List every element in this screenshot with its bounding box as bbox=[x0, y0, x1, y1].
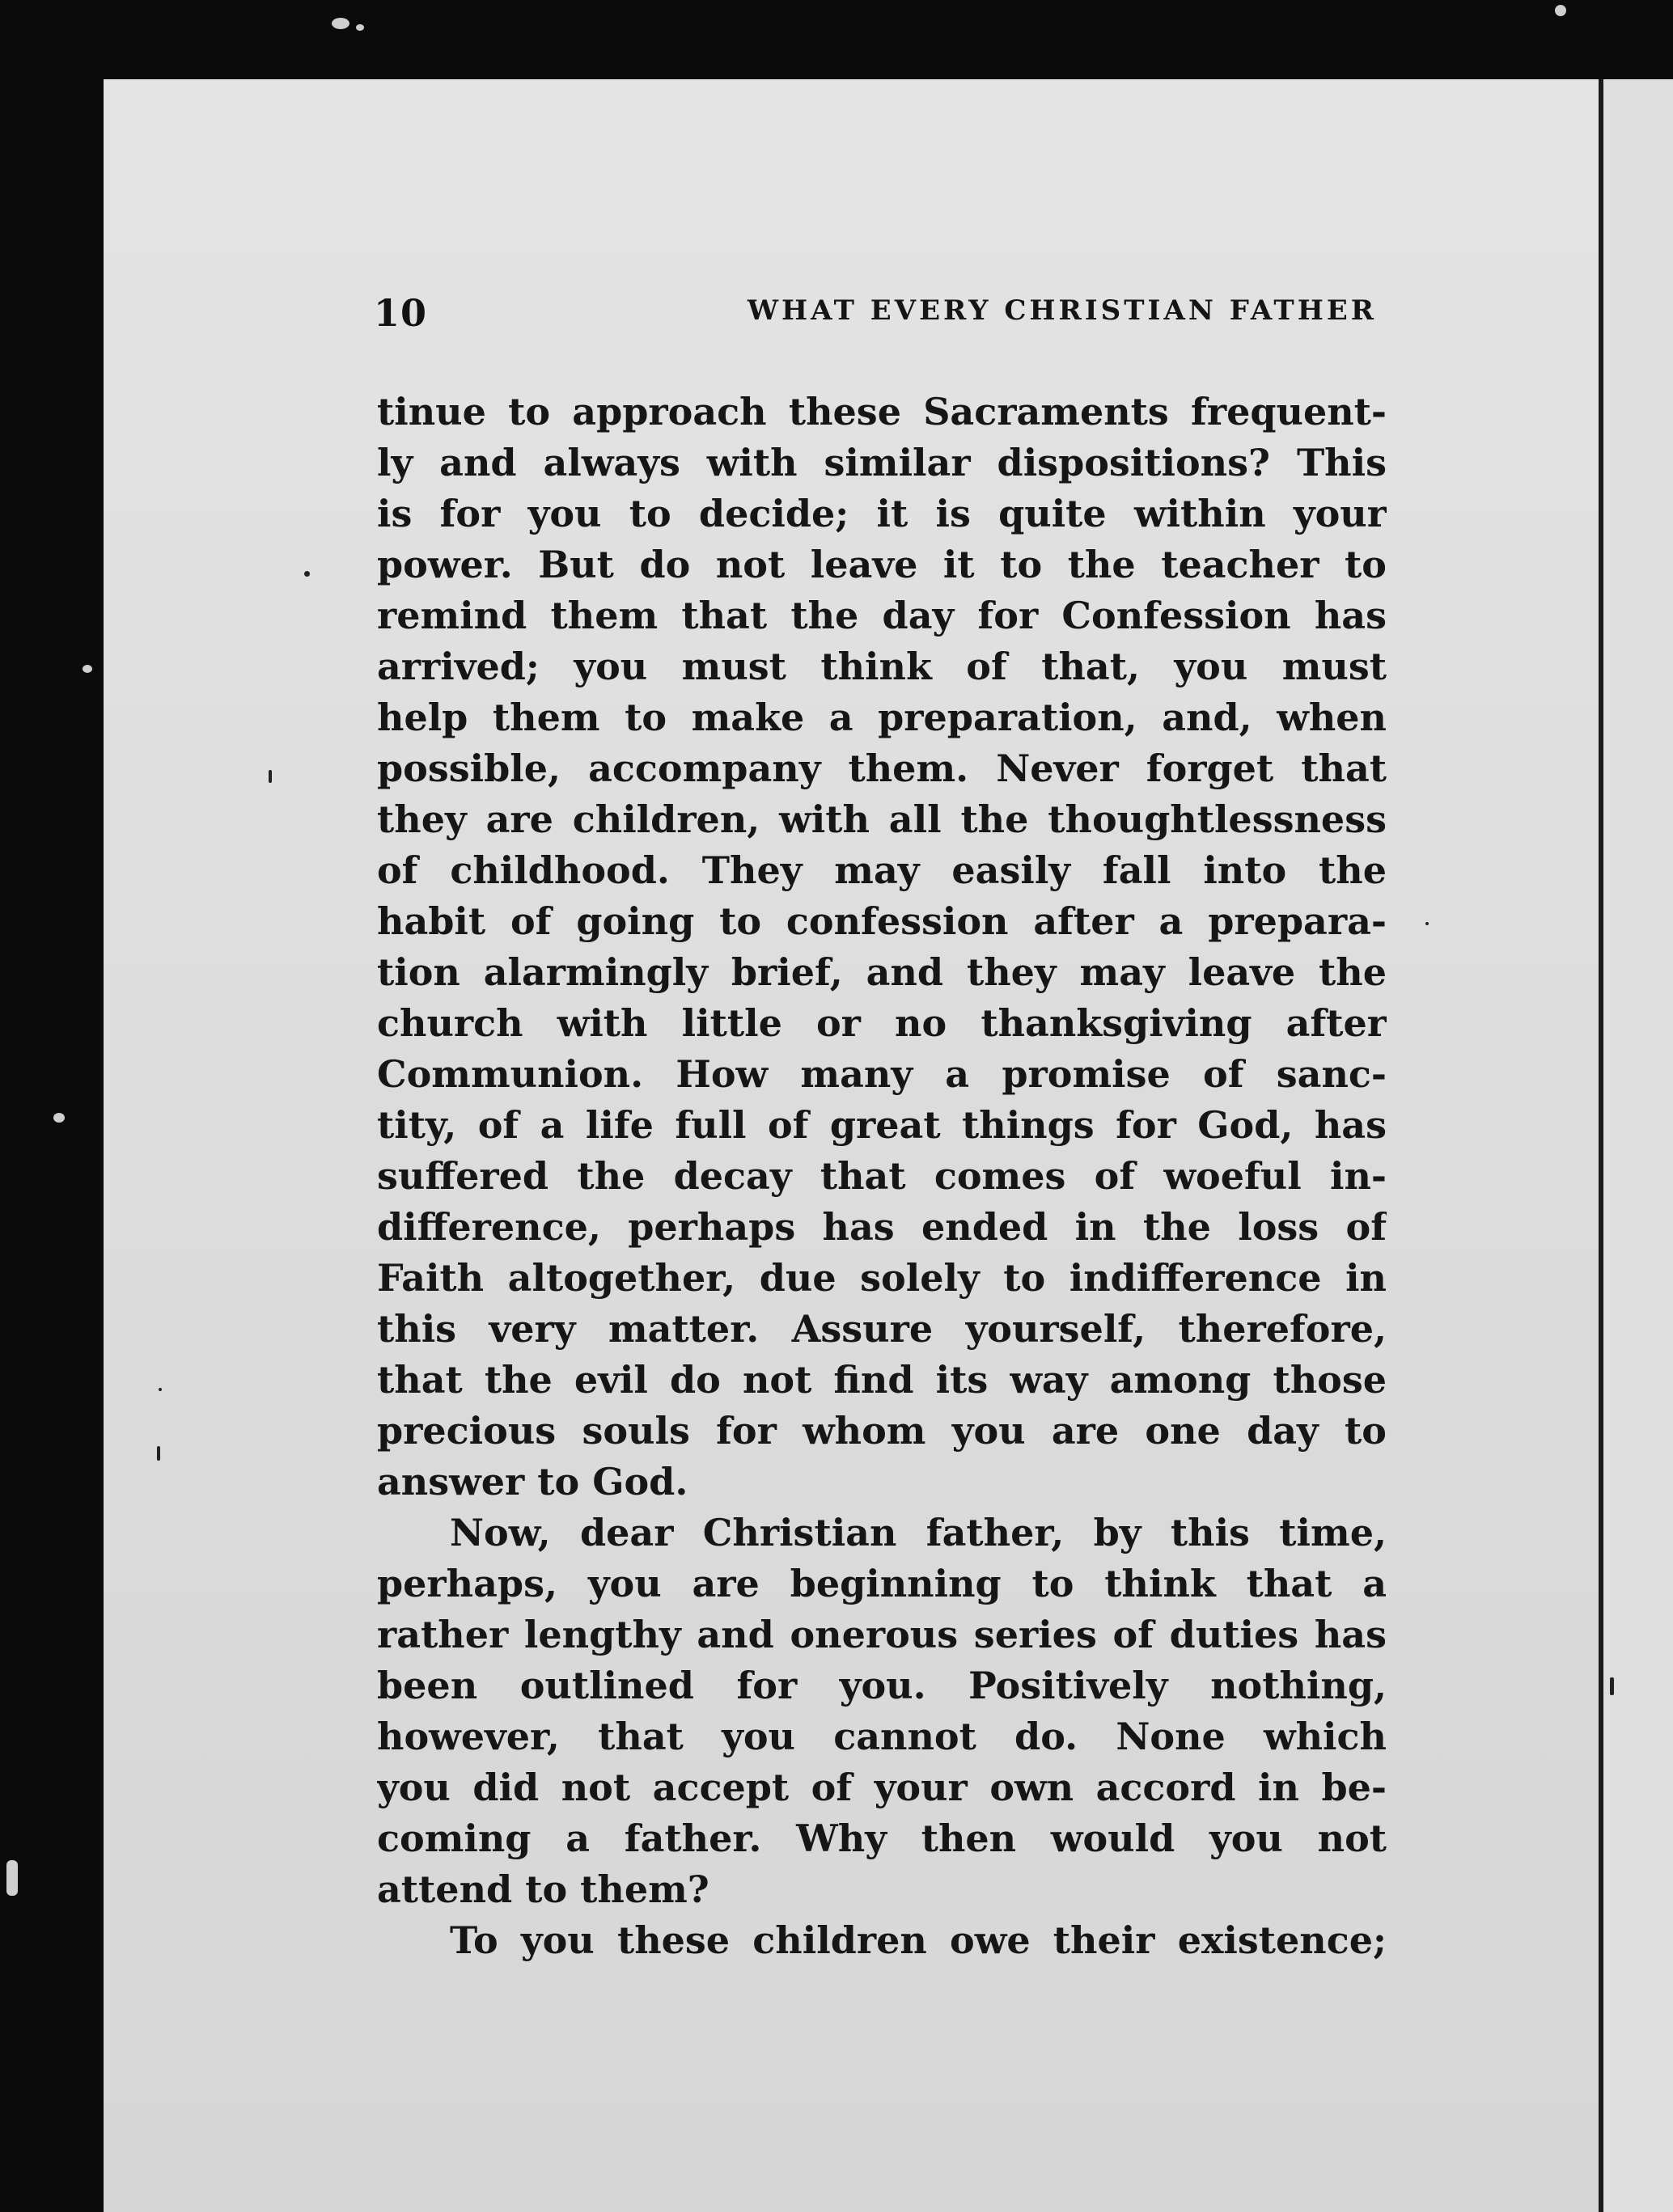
film-border-top bbox=[0, 0, 1673, 79]
dust-speck bbox=[356, 24, 364, 31]
text-line: help them to make a preparation, and, when bbox=[377, 696, 1387, 739]
paper-mark bbox=[157, 1446, 160, 1461]
text-line: To you these children owe their existence; bbox=[450, 1918, 1387, 1962]
text-line: been outlined for you. Positively nothing, bbox=[377, 1664, 1387, 1707]
text-line: perhaps, you are beginning to think that a bbox=[377, 1562, 1387, 1605]
text-line: tinue to approach these Sacraments frequent- bbox=[377, 390, 1387, 434]
text-line: arrived; you must think of that, you must bbox=[377, 645, 1387, 688]
text-line: attend to them? bbox=[377, 1867, 709, 1911]
text-line: of childhood. They may easily fall into the bbox=[377, 848, 1387, 892]
text-line: habit of going to confession after a prepara- bbox=[377, 899, 1387, 943]
text-line: this very matter. Assure yourself, therefore, bbox=[377, 1307, 1387, 1351]
text-line: rather lengthy and onerous series of duties has bbox=[377, 1613, 1387, 1656]
body-text bbox=[377, 387, 1387, 1966]
paper-mark bbox=[304, 571, 310, 577]
text-line: ly and always with similar dispositions? This bbox=[377, 441, 1387, 484]
text-line: remind them that the day for Confession has bbox=[377, 594, 1387, 637]
dust-speck bbox=[332, 18, 349, 29]
facing-page-edge bbox=[1603, 79, 1673, 2212]
dust-speck bbox=[6, 1860, 18, 1896]
text-line: Now, dear Christian father, by this time, bbox=[450, 1511, 1387, 1554]
dust-speck bbox=[53, 1113, 65, 1123]
paper-mark bbox=[159, 1388, 162, 1391]
text-line: coming a father. Why then would you not bbox=[377, 1817, 1387, 1860]
text-line: Communion. How many a promise of sanc- bbox=[377, 1052, 1387, 1096]
text-line: precious souls for whom you are one day to bbox=[377, 1409, 1387, 1453]
paper-mark bbox=[1610, 1677, 1614, 1695]
paper-mark bbox=[1425, 922, 1429, 925]
text-line: however, that you cannot do. None which bbox=[377, 1715, 1387, 1758]
dust-speck bbox=[83, 665, 92, 673]
text-line: power. But do not leave it to the teacher to bbox=[377, 543, 1387, 586]
paper-mark bbox=[269, 770, 272, 783]
text-line: they are children, with all the thoughtlessness bbox=[377, 797, 1387, 841]
text-line: tity, of a life full of great things for God, has bbox=[377, 1103, 1387, 1147]
text-line: possible, accompany them. Never forget that bbox=[377, 746, 1387, 790]
text-line: Faith altogether, due solely to indifference in bbox=[377, 1256, 1387, 1300]
running-head: WHAT EVERY CHRISTIAN FATHER bbox=[747, 294, 1377, 327]
text-line: you did not accept of your own accord in be- bbox=[377, 1766, 1387, 1809]
page-number: 10 bbox=[374, 291, 428, 335]
text-line: suffered the decay that comes of woeful in- bbox=[377, 1154, 1387, 1198]
text-line: church with little or no thanksgiving after bbox=[377, 1001, 1387, 1045]
dust-speck bbox=[1555, 5, 1566, 16]
text-line: answer to God. bbox=[377, 1460, 688, 1504]
text-line: that the evil do not find its way among those bbox=[377, 1358, 1387, 1402]
text-line: is for you to decide; it is quite within your bbox=[377, 492, 1387, 535]
text-line: tion alarmingly brief, and they may leave the bbox=[377, 950, 1387, 994]
text-line: difference, perhaps has ended in the loss of bbox=[377, 1205, 1387, 1249]
